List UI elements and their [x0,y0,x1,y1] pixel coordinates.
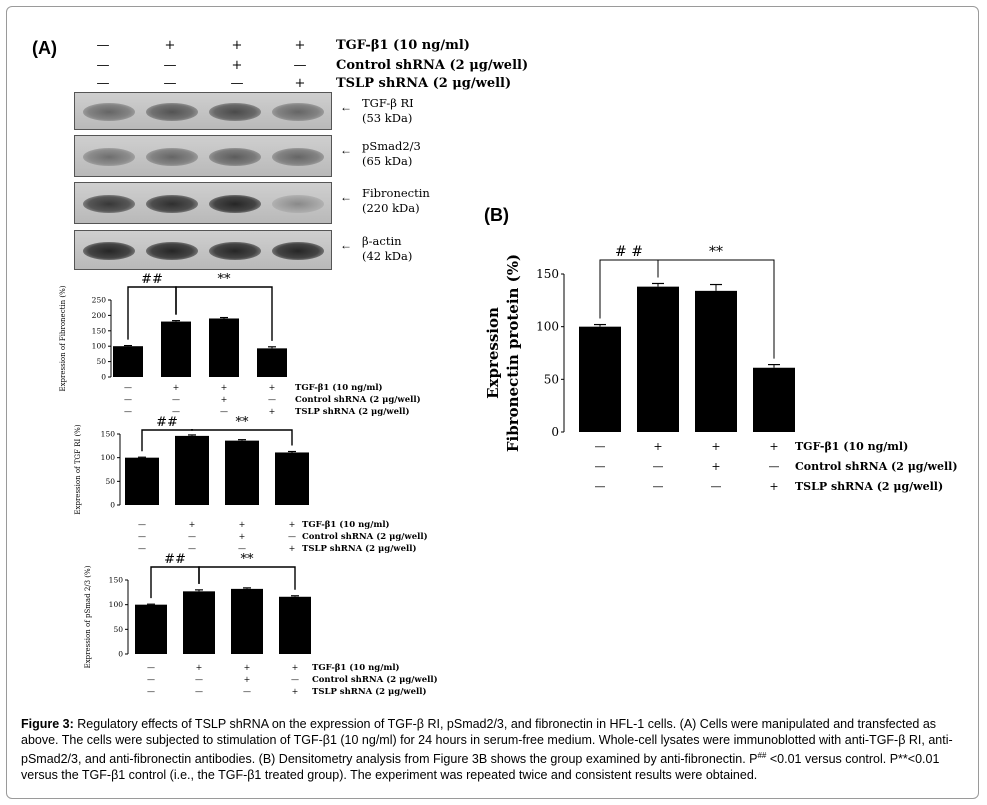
blot-band [272,103,324,121]
treatment-label: TSLP shRNA (2 μg/well) [302,544,417,554]
blot-strip [74,182,332,224]
treatment-sign: — [96,76,110,91]
y-tick-label: 200 [91,310,106,320]
chart-fibronectin-small [55,270,485,420]
blot-band [272,242,324,260]
y-tick-label: 150 [536,267,559,281]
y-tick-label: 0 [118,649,123,659]
blot-kda: (42 kDa) [362,249,413,263]
blot-band [83,103,135,121]
treatment-sign: — [291,675,299,684]
caption-sup: ## [757,751,767,760]
treatment-label: TGF-β1 (10 ng/ml) [302,520,390,530]
treatment-label: Control shRNA (2 μg/well) [312,675,438,685]
treatment-sign: + [268,383,276,392]
treatment-sign: + [231,58,243,73]
bar [175,436,209,505]
blot-band [146,195,198,213]
treatment-sign: — [652,480,664,493]
blot-arrow-icon: ← [340,190,352,204]
y-tick-label: 0 [110,500,115,510]
blot-kda: (53 kDa) [362,111,413,125]
bar [183,591,215,654]
treatment-sign: + [220,383,228,392]
treatment-sign: — [188,544,196,553]
y-tick-label: 150 [100,429,115,439]
treatment-sign: — [96,58,110,73]
blot-band [146,103,198,121]
blot-band [146,242,198,260]
treatment-sign: — [288,532,296,541]
treatment-sign: + [268,407,276,416]
treatment-sign: — [710,480,722,493]
treatment-sign: — [172,395,180,404]
treatment-sign: — [220,407,228,416]
treatment-sign: + [220,395,228,404]
y-axis-label: Expression of Fibronectin (%) [59,285,67,392]
treatment-sign: — [172,407,180,416]
blot-label [362,234,412,264]
blot-band [83,148,135,166]
significance-bracket-control-label: ## [141,272,163,287]
significance-bracket-tgf-label: ** [240,552,254,567]
treatment-sign: + [294,76,306,91]
y-tick-label: 150 [91,326,106,336]
treatment-sign: + [172,383,180,392]
y-tick-label: 50 [543,372,559,387]
treatment-sign: + [164,38,176,53]
treatment-label: Control shRNA (2 μg/well) [795,460,958,473]
blot-arrow-icon: ← [340,238,352,252]
treatment-sign: — [138,520,146,529]
treatment-sign: + [288,544,296,553]
y-tick-label: 100 [536,319,559,334]
treatment-sign: + [294,38,306,53]
treatment-label: TGF-β1 (10 ng/ml) [295,383,383,393]
blot-protein-name: β-actin [362,234,402,248]
treatment-label: TGF-β1 (10 ng/ml) [312,663,400,673]
treatment-sign: — [195,675,203,684]
treatment-sign: — [238,544,246,553]
treatment-label: TSLP shRNA (2 μg/well) [336,76,512,91]
treatment-sign: — [124,407,132,416]
blot-band [209,148,261,166]
treatment-sign: + [238,520,246,529]
treatment-sign: — [594,440,606,453]
treatment-sign: + [195,663,203,672]
treatment-sign: — [124,383,132,392]
blot-strip [74,92,332,130]
caption-text-2: <0.01 versus control. P**<0.01 versus the TGF-β1 control (i.e., the TGF-β1 treated group). The experiment was repeated twice and consistent results were obtained. [21,752,940,783]
chart-psmad-small [80,550,480,700]
blot-band [209,242,261,260]
blot-label [362,96,414,126]
treatment-sign: — [594,480,606,493]
bar [637,287,679,432]
blot-protein-name: pSmad2/3 [362,139,421,153]
blot-band [209,195,261,213]
treatment-sign: — [96,38,110,53]
treatment-label: TSLP shRNA (2 μg/well) [312,687,427,697]
treatment-sign: — [268,395,276,404]
treatment-sign: — [163,58,177,73]
chart-tgfbri-small [70,410,480,560]
y-tick-label: 150 [108,575,123,585]
y-tick-label: 100 [100,453,115,463]
y-tick-label: 0 [101,372,106,382]
treatment-sign: + [288,520,296,529]
treatment-sign: — [594,460,606,473]
significance-bracket-tgf [199,567,295,590]
blot-kda: (220 kDa) [362,201,420,215]
significance-bracket-control-label: # # [615,244,643,260]
treatment-sign: — [652,460,664,473]
blot-kda: (65 kDa) [362,154,413,168]
significance-bracket-tgf-label: ** [709,244,723,260]
blot-band [272,148,324,166]
treatment-label: Control shRNA (2 μg/well) [336,58,529,73]
treatment-sign: — [124,395,132,404]
treatment-sign: — [147,675,155,684]
treatment-sign: — [293,58,307,73]
blot-band [146,148,198,166]
treatment-sign: + [769,440,779,453]
treatment-sign: — [243,687,251,696]
treatment-sign: + [769,480,779,493]
blot-label [362,186,430,216]
y-axis-label: Expression of TGF RI (%) [74,424,82,515]
bar [161,322,191,377]
y-tick-label: 100 [108,600,123,610]
blot-arrow-icon: ← [340,143,352,157]
bar [257,348,287,377]
bar [579,327,621,432]
bar [113,346,143,377]
bar [225,441,259,505]
treatment-sign: — [138,544,146,553]
treatment-sign: — [138,532,146,541]
y-axis-label: Expression [484,307,502,399]
bar [209,318,239,377]
panel-b-label: (B) [484,205,509,225]
treatment-sign: + [188,520,196,529]
treatment-sign: + [291,687,299,696]
figure-caption [21,716,969,783]
y-tick-label: 50 [96,357,106,367]
treatment-label: Control shRNA (2 μg/well) [295,395,421,405]
blot-arrow-icon: ← [340,100,352,114]
chart-fibronectin-large [480,240,960,505]
treatment-sign: + [243,675,251,684]
treatment-sign: + [291,663,299,672]
bar [135,605,167,654]
blot-label [362,139,421,169]
treatment-label: TSLP shRNA (2 μg/well) [295,407,410,417]
y-tick-label: 50 [113,624,123,634]
treatment-sign: — [195,687,203,696]
significance-bracket-control-label: ## [156,415,178,430]
treatment-sign: — [147,663,155,672]
panel-a-label: (A) [32,38,57,58]
blot-protein-name: Fibronectin [362,186,430,200]
y-tick-label: 100 [91,341,106,351]
treatment-sign: — [768,460,780,473]
y-axis-label: Fibronectin protein (%) [504,253,522,453]
blot-strip [74,135,332,177]
y-tick-label: 50 [105,476,115,486]
significance-bracket-tgf-label: ** [235,415,249,430]
bar [695,291,737,432]
treatment-sign: — [188,532,196,541]
treatment-sign: + [653,440,663,453]
bar [125,458,159,505]
treatment-sign: + [711,440,721,453]
treatment-label: TGF-β1 (10 ng/ml) [336,38,470,53]
y-tick-label: 0 [551,425,559,439]
treatment-sign: + [711,460,721,473]
treatment-sign: — [147,687,155,696]
blot-band [83,242,135,260]
blot-band [83,195,135,213]
treatment-sign: + [231,38,243,53]
blot-protein-name: TGF-β RI [362,96,414,110]
caption-label: Figure 3: [21,717,74,731]
bar [231,589,263,654]
significance-bracket-tgf-label: ** [217,272,231,287]
blot-strip [74,230,332,270]
treatment-sign: — [230,76,244,91]
y-axis-label: Expression of pSmad 2/3 (%) [84,565,92,669]
y-tick-label: 250 [91,295,106,305]
blot-band [209,103,261,121]
blot-band [272,195,324,213]
treatment-sign: — [163,76,177,91]
bar [275,452,309,505]
treatment-sign: + [243,663,251,672]
treatment-sign: + [238,532,246,541]
significance-bracket-control-label: ## [164,552,186,567]
caption-text: Regulatory effects of TSLP shRNA on the expression of TGF-β RI, pSmad2/3, and fibronectin in HFL-1 cells. (A) Cells were manipulated and transfected as above. The cells were subjected to stimulation of TGF-β1 (10 ng/ml) for 24 hours in serum-free medium. Whole-cell lysates were immunoblotted with anti-TGF-β RI, anti-pSmad2/3, and anti-fibronectin antibodies. (B) Densitometry analysis from Figure 3B shows the group examined by anti-fibronectin. P [21,717,953,767]
bar [753,368,795,432]
treatment-label: TGF-β1 (10 ng/ml) [795,440,909,453]
bar [279,597,311,654]
treatment-label: TSLP shRNA (2 μg/well) [795,480,944,493]
treatment-label: Control shRNA (2 μg/well) [302,532,428,542]
